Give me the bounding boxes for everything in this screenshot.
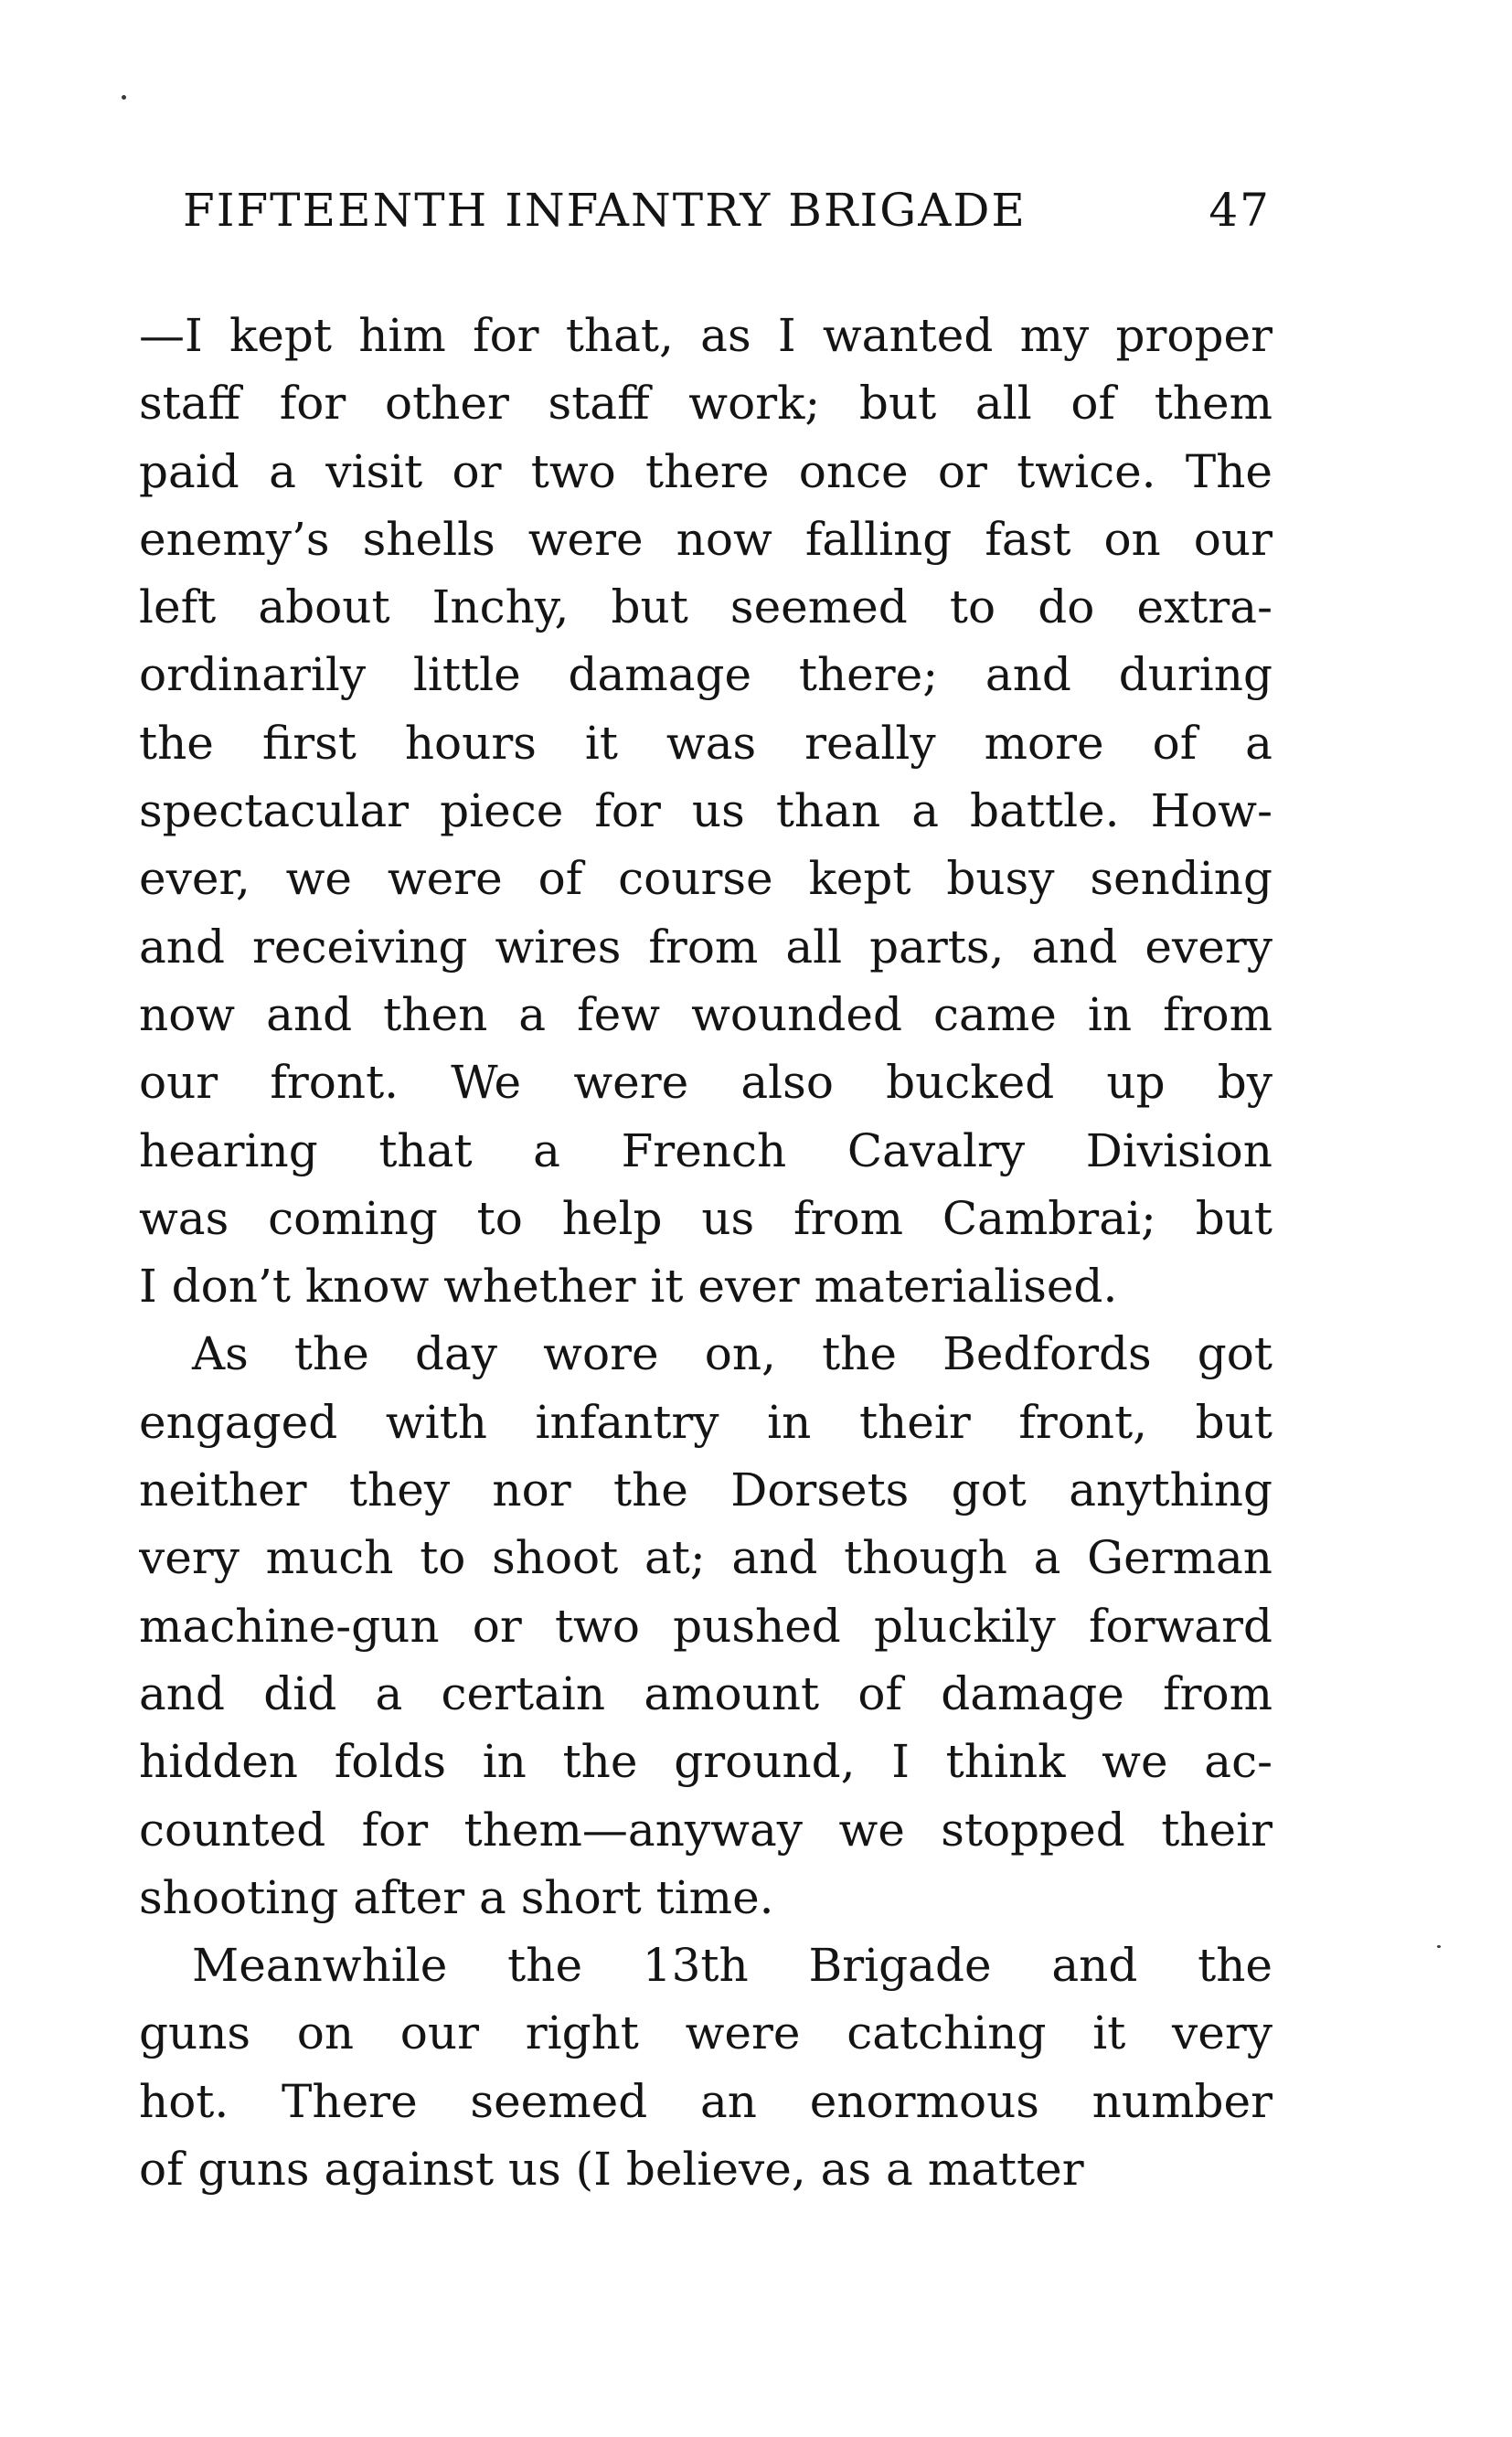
running-title: FIFTEENTH INFANTRY BRIGADE <box>183 184 1027 237</box>
text-line: Meanwhile the 13th Brigade and the <box>192 1939 1272 1993</box>
text-line: shooting after a short time. <box>139 1870 774 1924</box>
text-line: I don’t know whether it ever materialised. <box>139 1260 1118 1314</box>
text-line: As the day wore on, the Bedfords got <box>192 1327 1272 1381</box>
text-line: and did a certain amount of damage from <box>139 1666 1272 1720</box>
text-line: neither they nor the Dorsets got anything <box>139 1463 1272 1517</box>
text-line: left about Inchy, but seemed to do extra- <box>139 580 1272 634</box>
text-line: the first hours it was really more of a <box>139 716 1272 770</box>
text-line: guns on our right were catching it very <box>139 2006 1272 2060</box>
text-line: hidden folds in the ground, I think we ac- <box>139 1735 1272 1789</box>
text-line: enemy’s shells were now falling fast on our <box>139 512 1272 566</box>
text-line: very much to shoot at; and though a German <box>139 1531 1272 1585</box>
text-line: staff for other staff work; but all of them <box>139 377 1272 431</box>
text-line: —I kept him for that, as I wanted my proper <box>139 309 1272 362</box>
text-line: engaged with infantry in their front, but <box>139 1395 1272 1449</box>
text-line: machine-gun or two pushed pluckily forward <box>139 1599 1272 1653</box>
text-line: spectacular piece for us than a battle. How- <box>139 784 1272 838</box>
page-speck <box>1437 1945 1441 1948</box>
body-text <box>139 302 1272 2203</box>
text-line: hearing that a French Cavalry Division <box>139 1123 1272 1177</box>
text-line: was coming to help us from Cambrai; but <box>139 1191 1272 1245</box>
running-header <box>183 183 1271 238</box>
text-line: ordinarily little damage there; and during <box>139 648 1272 702</box>
paragraph <box>139 302 1272 1320</box>
paragraph <box>139 1320 1272 1932</box>
paragraph <box>139 1932 1272 2203</box>
page-number: 47 <box>1209 184 1271 237</box>
text-line: of guns against us (I believe, as a matter <box>139 2143 1084 2197</box>
text-line: hot. There seemed an enormous number <box>139 2074 1272 2128</box>
text-line: and receiving wires from all parts, and every <box>139 920 1272 974</box>
text-line: counted for them—anyway we stopped their <box>139 1803 1272 1857</box>
text-line: ever, we were of course kept busy sending <box>139 852 1272 906</box>
text-line: paid a visit or two there once or twice. The <box>139 444 1272 498</box>
page-speck <box>122 95 126 100</box>
text-line: our front. We were also bucked up by <box>139 1056 1272 1110</box>
text-line: now and then a few wounded came in from <box>139 987 1272 1041</box>
